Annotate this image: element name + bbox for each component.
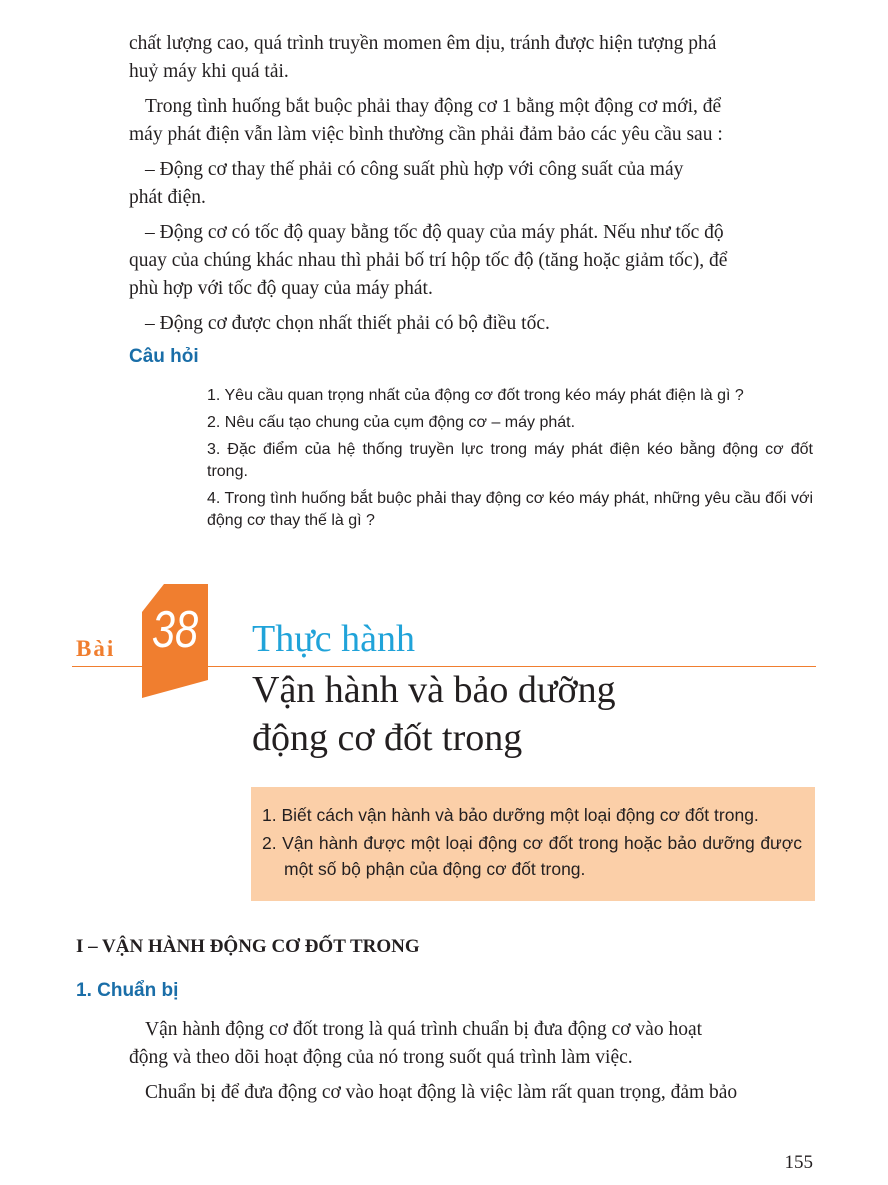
paragraph-line: động và theo dõi hoạt động của nó trong suốt quá trình làm việc. bbox=[129, 1047, 633, 1068]
lesson-number: 38 bbox=[151, 601, 199, 659]
paragraph-line: huỷ máy khi quá tải. bbox=[129, 61, 289, 82]
requirement-line: phù hợp với tốc độ quay của máy phát. bbox=[129, 278, 433, 299]
section-text bbox=[129, 1016, 813, 1107]
questions-heading: Câu hỏi bbox=[129, 346, 199, 367]
question-item: 4. Trong tình huống bắt buộc phải thay động cơ kéo máy phát, những yêu cầu đối với động cơ thay thế là gì ? bbox=[207, 490, 813, 529]
lesson-title: Thực hành bbox=[252, 618, 416, 660]
subsection-heading: 1. Chuẩn bị bbox=[76, 980, 179, 1001]
paragraph-line: Chuẩn bị để đưa động cơ vào hoạt động là việc làm rất quan trọng, đảm bảo bbox=[145, 1082, 738, 1103]
paragraph-line: Trong tình huống bắt buộc phải thay động cơ 1 bằng một động cơ mới, để bbox=[145, 96, 722, 117]
requirement-line: – Động cơ thay thế phải có công suất phù hợp với công suất của máy bbox=[145, 159, 684, 180]
requirement-line: quay của chúng khác nhau thì phải bố trí hộp tốc độ (tăng hoặc giảm tốc), để bbox=[129, 250, 728, 271]
section-heading: I – VẬN HÀNH ĐỘNG CƠ ĐỐT TRONG bbox=[76, 936, 420, 957]
intro-text bbox=[129, 30, 813, 338]
question-item: 3. Đặc điểm của hệ thống truyền lực trong máy phát điện kéo bằng động cơ đốt trong. bbox=[207, 441, 813, 480]
lesson-label: Bài bbox=[76, 636, 116, 661]
question-item: 1. Yêu cầu quan trọng nhất của động cơ đốt trong kéo máy phát điện là gì ? bbox=[207, 387, 744, 404]
lesson-subtitle-line: động cơ đốt trong bbox=[252, 717, 523, 759]
page-number: 155 bbox=[784, 1152, 813, 1173]
questions-list bbox=[207, 385, 813, 537]
objectives-list bbox=[262, 802, 802, 884]
lesson-subtitle bbox=[252, 666, 616, 762]
lesson-subtitle-line: Vận hành và bảo dưỡng bbox=[252, 669, 616, 711]
objective-item: 1. Biết cách vận hành và bảo dưỡng một loại động cơ đốt trong. bbox=[262, 805, 759, 825]
question-item: 2. Nêu cấu tạo chung của cụm động cơ – máy phát. bbox=[207, 414, 576, 431]
objective-item: 2. Vận hành được một loại động cơ đốt trong hoặc bảo dưỡng được một số bộ phận của động cơ đốt trong. bbox=[262, 833, 802, 879]
paragraph-line: Vận hành động cơ đốt trong là quá trình chuẩn bị đưa động cơ vào hoạt bbox=[145, 1019, 703, 1040]
requirement-line: – Động cơ được chọn nhất thiết phải có bộ điều tốc. bbox=[145, 313, 550, 334]
paragraph-line: máy phát điện vẫn làm việc bình thường cần phải đảm bảo các yêu cầu sau : bbox=[129, 124, 723, 145]
requirement-line: phát điện. bbox=[129, 187, 206, 208]
paragraph-line: chất lượng cao, quá trình truyền momen êm dịu, tránh được hiện tượng phá bbox=[129, 33, 717, 54]
requirement-line: – Động cơ có tốc độ quay bằng tốc độ quay của máy phát. Nếu như tốc độ bbox=[145, 222, 724, 243]
